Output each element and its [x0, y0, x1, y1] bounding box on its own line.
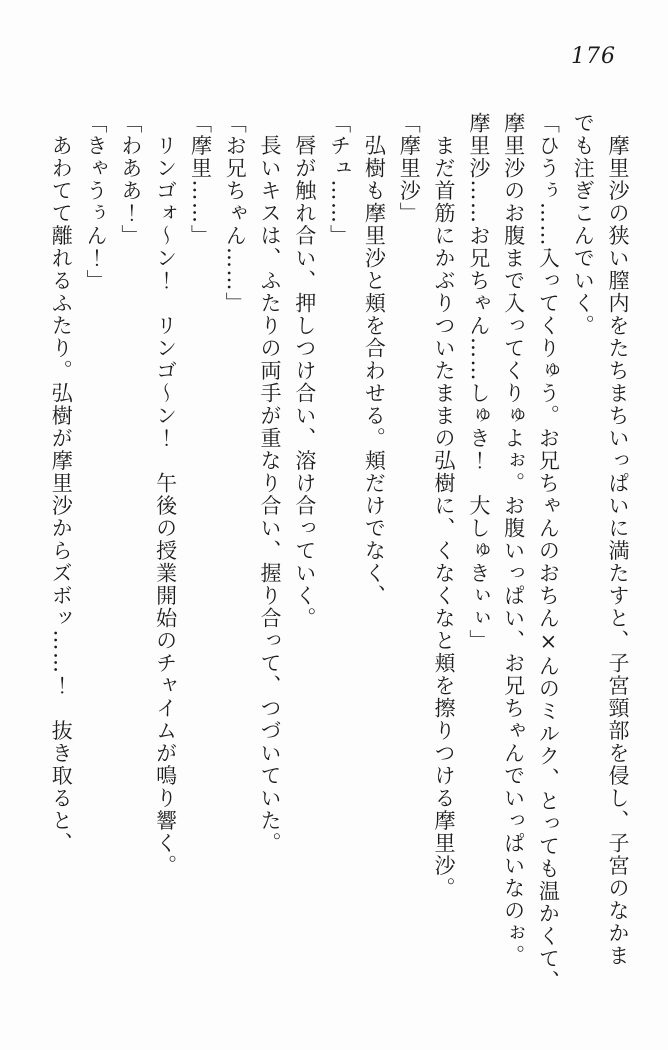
text-line: 「摩里……」: [188, 112, 213, 247]
text-line: リンゴォ〜ン！ リンゴ〜ン！ 午後の授業開始のチャイムが鳴り響く。: [153, 112, 178, 877]
text-line: 「きゃうぅん！」: [84, 112, 109, 292]
text-line: 「チュ……」: [327, 112, 352, 247]
text-line: 「わああ！」: [118, 112, 143, 247]
text-line: まだ首筋にかぶりついたままの弘樹に、くなくなと頬を擦りつける摩里沙。: [432, 112, 457, 900]
text-line: 摩里沙のお腹まで入ってくりゅよぉ。お腹いっぱい、お兄ちゃんでいっぱいなのぉ。: [501, 112, 526, 967]
text-line: 長いキスは、ふたりの両手が重なり合い、握り合って、つづいていた。: [258, 112, 283, 855]
text-line: 弘樹も摩里沙と頬を合わせる。頬だけでなく、: [362, 112, 387, 607]
body-text: [43, 112, 635, 1032]
text-line: 摩里沙の狭い膣内をたちまちいっぱいに満たすと、子宮頸部を侵し、子宮のなかま: [606, 112, 630, 967]
page-number: 176: [571, 44, 616, 69]
text-line: 「摩里沙」: [397, 112, 422, 225]
text-line: でも注ぎこんでいく。: [571, 112, 596, 337]
text-line: あわてて離れるふたり。弘樹が摩里沙からズボッ……！ 抜き取ると、: [49, 112, 74, 855]
text-line: 「ひうぅ……入ってくりゅう。お兄ちゃんのおちん×んのミルク、とっても温かくて、: [536, 112, 561, 993]
text-line: 「お兄ちゃん……」: [223, 112, 248, 315]
text-line: 摩里沙……お兄ちゃん……しゅき！ 大しゅきぃぃ」: [466, 112, 491, 652]
text-line: 唇が触れ合い、押しつけ合い、溶け合っていく。: [292, 112, 317, 630]
